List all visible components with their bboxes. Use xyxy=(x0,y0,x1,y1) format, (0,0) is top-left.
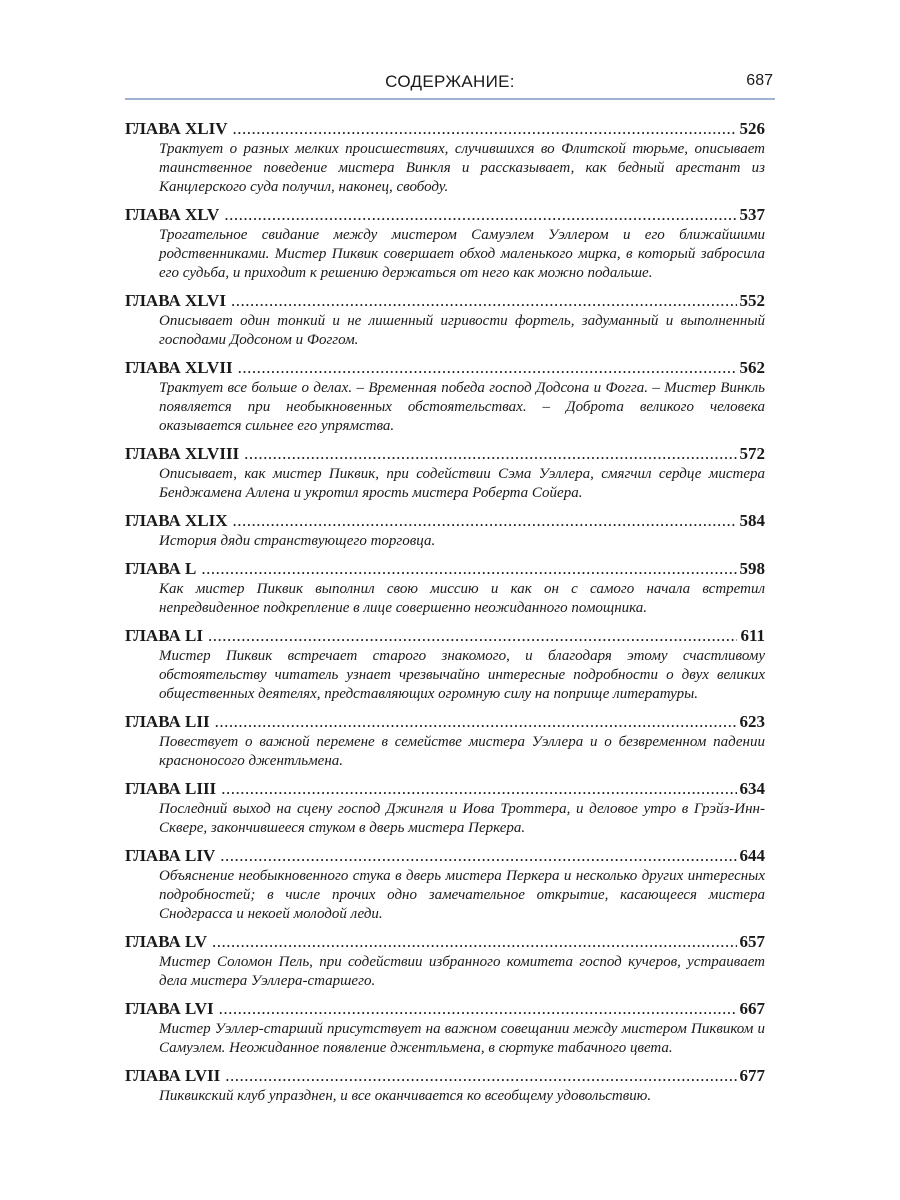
toc-entry-line[interactable] xyxy=(125,1065,765,1087)
dot-leader xyxy=(208,625,737,647)
chapter-page-number: 598 xyxy=(739,559,765,578)
chapter-page-number: 552 xyxy=(739,291,765,310)
chapter-summary: Как мистер Пиквик выполнил свою миссию и как он с самого начала встретил непредвиденное подкрепление в лице совершенно неожиданного помощника. xyxy=(159,581,765,616)
chapter-title: ГЛАВА XLVI xyxy=(125,291,226,310)
chapter-page-number: 677 xyxy=(739,1066,765,1085)
toc-entry xyxy=(125,711,765,771)
chapter-page-number: 537 xyxy=(739,205,765,224)
toc-entry xyxy=(125,204,765,283)
dot-leader xyxy=(201,558,736,580)
dot-leader xyxy=(233,118,737,140)
dot-leader xyxy=(225,1065,736,1087)
chapter-summary: Мистер Уэллер-старший присутствует на важном совещании между мистером Пиквиком и Самуэлем. Неожиданное появление джентльмена, в сюртуке табачного цвета. xyxy=(159,1021,765,1056)
chapter-summary: Трактует все больше о делах. – Временная победа господ Додсона и Фогга. – Мистер Винкль появляется при необыкновенных обстоятельствах. – Доброта великого человека оказывается сильнее его упрямства. xyxy=(159,380,765,434)
dot-leader xyxy=(238,357,737,379)
page-number: 687 xyxy=(746,72,773,89)
chapter-title: ГЛАВА LVI xyxy=(125,999,214,1018)
chapter-title: ГЛАВА LIV xyxy=(125,846,216,865)
chapter-title: ГЛАВА XLV xyxy=(125,205,220,224)
chapter-summary: Мистер Пиквик встречает старого знакомого, и благодаря этому счастливому обстоятельству читатель узнает чрезвычайно интересные подробности о двух великих общественных деятелях, представляющих огромную силу на поприще литературы. xyxy=(159,648,765,702)
toc-entry-line[interactable] xyxy=(125,711,765,733)
chapter-title: ГЛАВА XLIX xyxy=(125,511,228,530)
page-header xyxy=(125,68,775,100)
toc-entry xyxy=(125,778,765,838)
running-title: СОДЕРЖАНИЕ: xyxy=(385,72,515,91)
dot-leader xyxy=(220,845,736,867)
chapter-summary: Описывает один тонкий и не лишенный игривости фортель, задуманный и выполненный господами Додсоном и Фоггом. xyxy=(159,313,765,348)
toc-entry xyxy=(125,118,765,197)
chapter-page-number: 634 xyxy=(739,779,765,798)
chapter-title: ГЛАВА LI xyxy=(125,626,203,645)
chapter-page-number: 623 xyxy=(739,712,765,731)
chapter-summary: Повествует о важной перемене в семействе мистера Уэллера и о безвременном падении красноносого джентльмена. xyxy=(159,734,765,769)
chapter-title: ГЛАВА XLVII xyxy=(125,358,233,377)
toc-entry xyxy=(125,510,765,551)
chapter-summary: Последний выход на сцену господ Джингля и Иова Троттера, и деловое утро в Грэйз-Инн-Сквере, закончившееся стуком в дверь мистера Перкера. xyxy=(159,801,765,836)
toc-entry-line[interactable] xyxy=(125,204,765,226)
chapter-summary: Мистер Соломон Пель, при содействии избранного комитета господ кучеров, устраивает дела мистера Уэллера-старшего. xyxy=(159,954,765,989)
dot-leader xyxy=(219,998,737,1020)
chapter-summary: Объяснение необыкновенного стука в дверь мистера Перкера и несколько других интересных подробностей; в числе прочих одно замечательное открытие, касающееся мистера Снодграсса и некоей молодой леди. xyxy=(159,868,765,922)
chapter-summary: Описывает, как мистер Пиквик, при содействии Сэма Уэллера, смягчил сердце мистера Бенджамена Аллена и укротил ярость мистера Роберта Сойера. xyxy=(159,466,765,501)
toc-entry-line[interactable] xyxy=(125,558,765,580)
dot-leader xyxy=(244,443,736,465)
toc-entry xyxy=(125,357,765,436)
toc-entry-line[interactable] xyxy=(125,357,765,379)
toc-entry-line[interactable] xyxy=(125,118,765,140)
toc-entry-line[interactable] xyxy=(125,778,765,800)
chapter-page-number: 657 xyxy=(739,932,765,951)
chapter-title: ГЛАВА LII xyxy=(125,712,210,731)
dot-leader xyxy=(224,204,736,226)
chapter-page-number: 644 xyxy=(739,846,765,865)
chapter-summary: Трогательное свидание между мистером Самуэлем Уэллером и его ближайшими родственниками. Мистер Пиквик совершает обход маленького мирка, в который забросила его судьба, и приходит к решению держаться от него как можно подальше. xyxy=(159,227,765,281)
chapter-summary: История дяди странствующего торговца. xyxy=(159,533,436,549)
toc-entry xyxy=(125,443,765,503)
chapter-page-number: 584 xyxy=(739,511,765,530)
dot-leader xyxy=(233,510,737,532)
dot-leader xyxy=(221,778,736,800)
chapter-title: ГЛАВА LVII xyxy=(125,1066,221,1085)
toc-entry-line[interactable] xyxy=(125,443,765,465)
toc-entry-line[interactable] xyxy=(125,625,765,647)
toc-entry xyxy=(125,625,765,704)
chapter-title: ГЛАВА XLIV xyxy=(125,119,228,138)
toc-entry-line[interactable] xyxy=(125,845,765,867)
chapter-summary: Пиквикский клуб упразднен, и все оканчивается ко всеобщему удовольствию. xyxy=(159,1088,652,1104)
chapter-page-number: 572 xyxy=(739,444,765,463)
chapter-page-number: 562 xyxy=(739,358,765,377)
chapter-title: ГЛАВА L xyxy=(125,559,197,578)
toc-entry-line[interactable] xyxy=(125,931,765,953)
chapter-page-number: 526 xyxy=(739,119,765,138)
toc-entry-line[interactable] xyxy=(125,290,765,312)
chapter-page-number: 667 xyxy=(739,999,765,1018)
toc-entry xyxy=(125,845,765,924)
toc-entry xyxy=(125,931,765,991)
chapter-title: ГЛАВА LIII xyxy=(125,779,217,798)
dot-leader xyxy=(215,711,737,733)
chapter-summary: Трактует о разных мелких происшествиях, случившихся во Флитской тюрьме, описывает таинственное поведение мистера Винкля и рассказывает, как бедный арестант из Канцлерского суда получил, наконец, свободу. xyxy=(159,141,765,195)
toc-entry xyxy=(125,1065,765,1106)
chapter-title: ГЛАВА LV xyxy=(125,932,208,951)
toc-entry xyxy=(125,290,765,350)
toc-entry xyxy=(125,998,765,1058)
toc-entry-line[interactable] xyxy=(125,510,765,532)
table-of-contents xyxy=(125,118,765,1113)
chapter-page-number: 611 xyxy=(740,626,765,645)
dot-leader xyxy=(212,931,736,953)
toc-entry xyxy=(125,558,765,618)
chapter-title: ГЛАВА XLVIII xyxy=(125,444,240,463)
dot-leader xyxy=(231,290,737,312)
toc-entry-line[interactable] xyxy=(125,998,765,1020)
